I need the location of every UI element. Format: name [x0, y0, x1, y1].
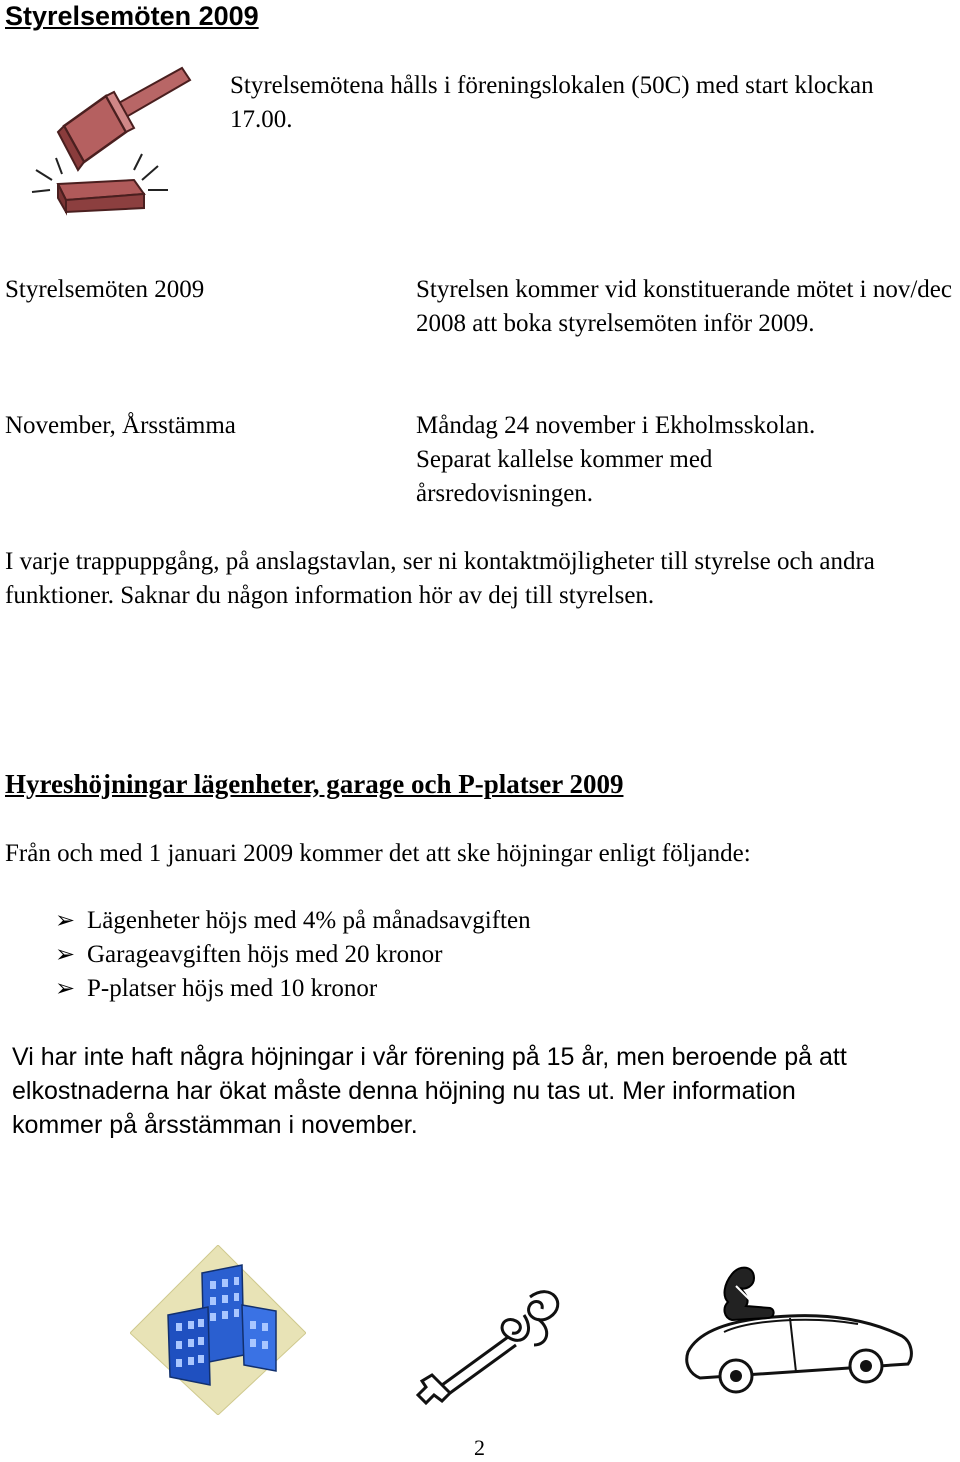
key-icon	[412, 1275, 564, 1413]
notice-text: I varje trappuppgång, på anslagstavlan, ser ni kontaktmöjligheter till styrelse och andra funktioner. Saknar du någon information hör av dej till styrelsen.	[5, 548, 875, 609]
arrowhead-bullet-icon: ➢	[55, 908, 76, 934]
section-title-rent-increase: Hyreshöjningar lägenheter, garage och P-platser 2009	[5, 769, 624, 799]
list-item: ➢ Lägenheter höjs med 4% på månadsavgiften	[5, 904, 905, 938]
closing-text: Vi har inte haft några höjningar i vår förening på 15 år, men beroende på att elkostnaderna har ökat måste denna höjning nu tas ut. Mer information kommer på årsstämman i november.	[12, 1043, 847, 1139]
rent-increase-intro: Från och med 1 januari 2009 kommer det att ske höjningar enligt följande:	[5, 840, 751, 867]
thinker-car-icon	[680, 1260, 920, 1410]
section-title-board-meetings: Styrelsemöten 2009	[5, 1, 259, 31]
schedule-text-board-meetings: Styrelsen kommer vid konstituerande mötet i nov/dec 2008 att boka styrelsemöten inför 2009.	[416, 276, 952, 337]
schedule-label-annual-meeting: November, Årsstämma	[5, 412, 236, 439]
meeting-intro-text: Styrelsemötena hålls i föreningslokalen (50C) med start klockan 17.00.	[230, 72, 874, 133]
arrowhead-bullet-icon: ➢	[55, 976, 76, 1002]
gavel-icon	[22, 62, 202, 222]
list-item: ➢ P-platser höjs med 10 kronor	[5, 972, 905, 1006]
rent-increase-list	[5, 904, 905, 1006]
schedule-label-board-meetings: Styrelsemöten 2009	[5, 276, 205, 303]
list-item: ➢ Garageavgiften höjs med 20 kronor	[5, 938, 905, 972]
arrowhead-bullet-icon: ➢	[55, 942, 76, 968]
schedule-text-annual-meeting: Måndag 24 november i Ekholmsskolan. Separat kallelse kommer med årsredovisningen.	[416, 412, 816, 507]
buildings-icon	[130, 1245, 306, 1415]
page-number: 2	[474, 1435, 485, 1460]
